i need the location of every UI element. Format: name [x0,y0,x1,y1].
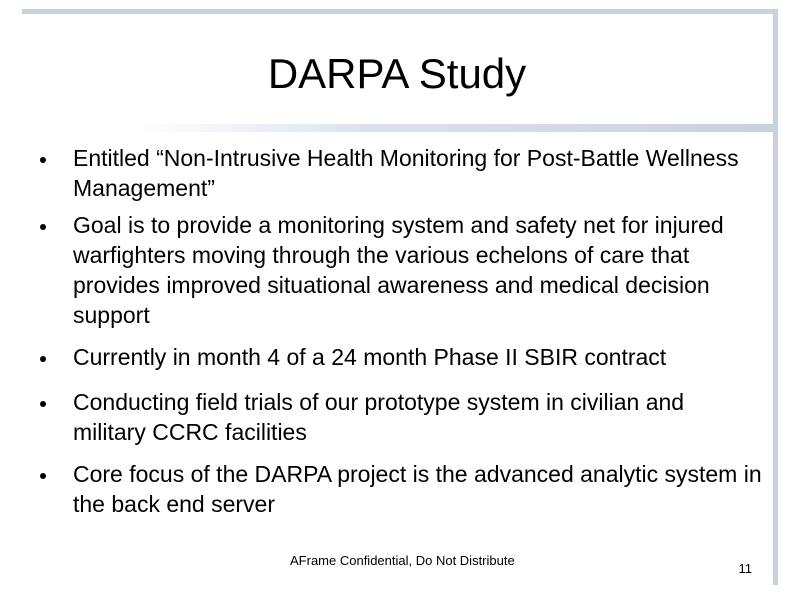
bullet-text: Entitled “Non-Intrusive Health Monitoring for Post-Battle Wellness Management” [73,145,739,201]
bullet-text: Goal is to provide a monitoring system and safety net for injured warfighters moving through the various echelons of care that provides improved situational awareness and medical decision support [73,212,724,328]
bullet-dot [40,224,46,230]
slide-page-number: 11 [738,561,752,576]
bullet-text: Currently in month 4 of a 24 month Phase II SBIR contract [73,344,667,370]
bullet-dot [40,157,46,163]
bullet-text: Conducting field trials of our prototype system in civilian and military CCRC facilities [73,389,685,445]
bullet-dot [40,401,46,407]
bullet-dot [40,473,46,479]
bullet-dot [40,356,46,362]
confidentiality-footer: AFrame Confidential, Do Not Distribute [290,553,515,568]
bullet-text: Core focus of the DARPA project is the advanced analytic system in the back end server [73,461,762,517]
slide-title: DARPA Study [267,50,527,97]
